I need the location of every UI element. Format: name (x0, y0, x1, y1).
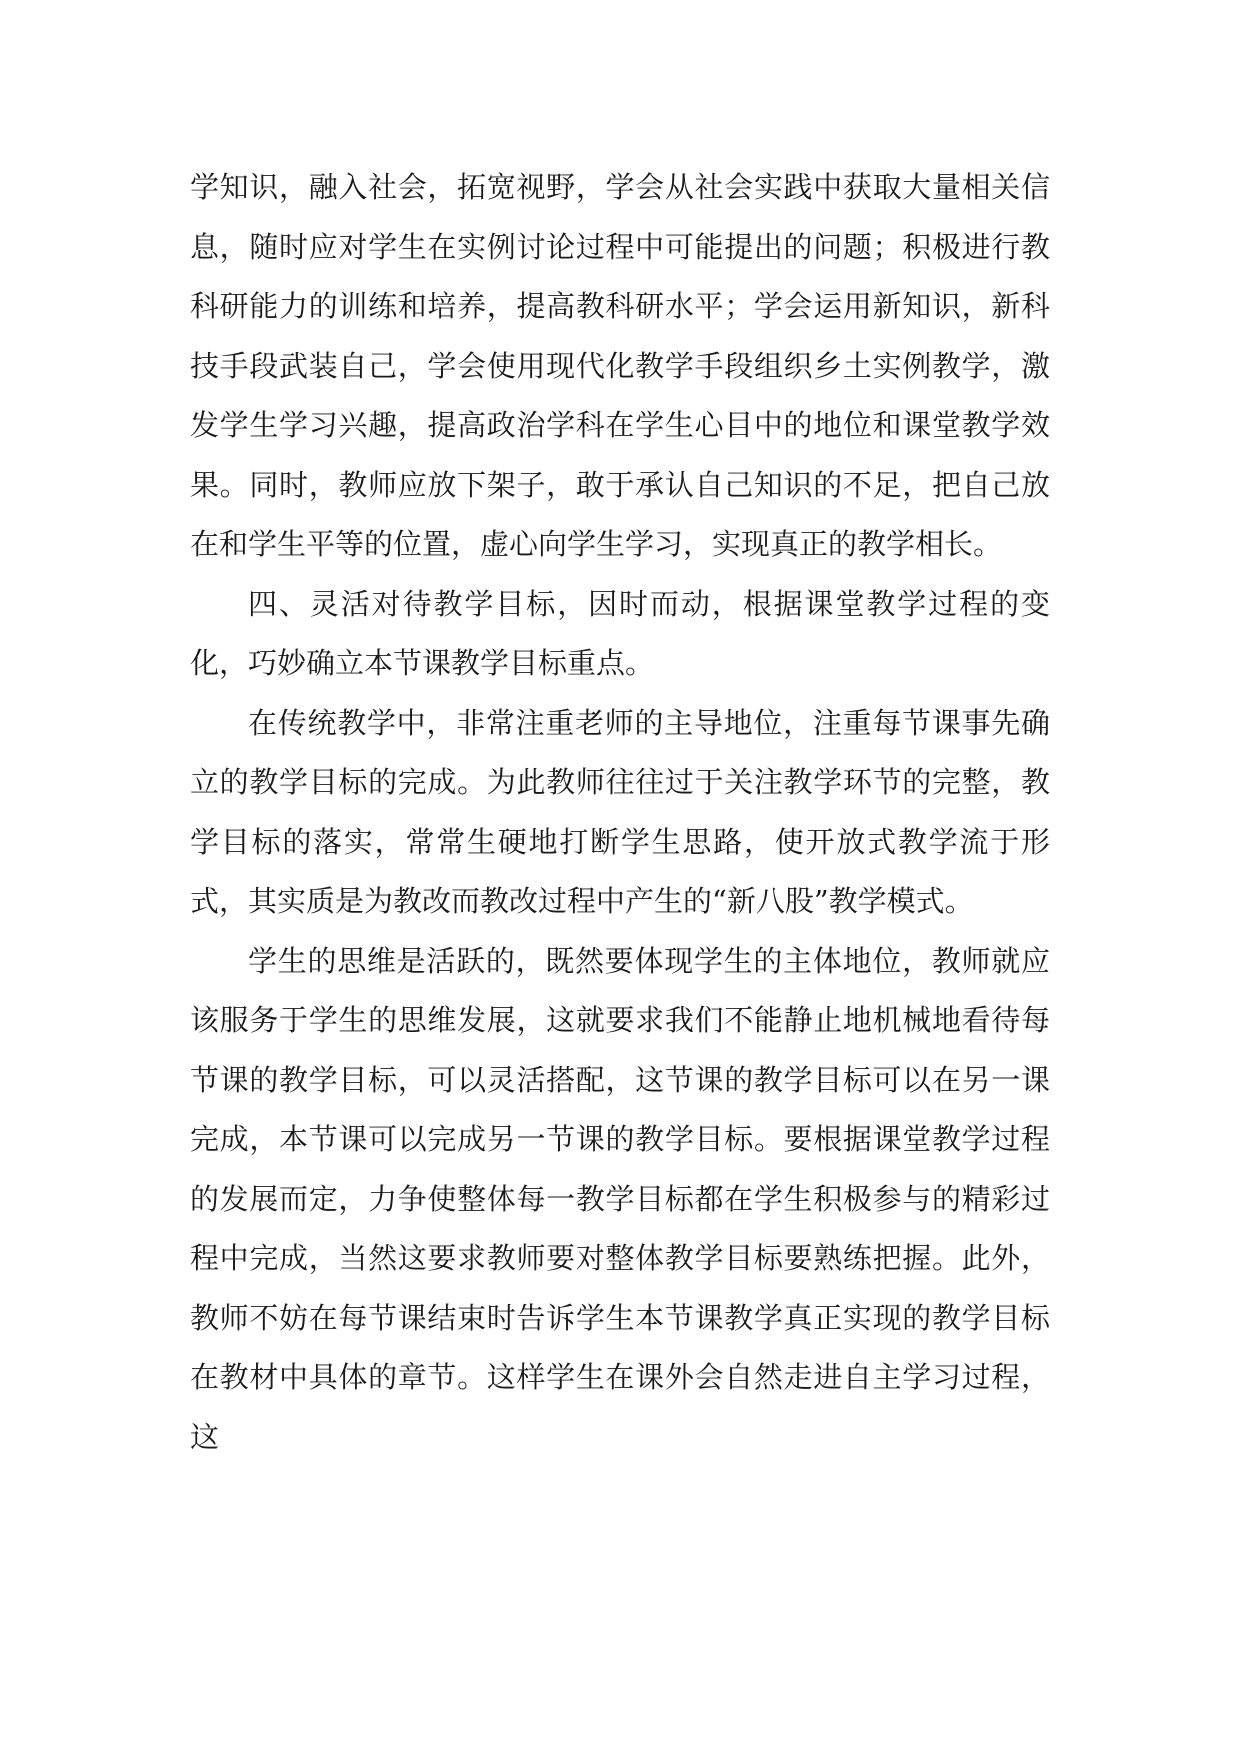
body-text (190, 158, 1050, 1467)
paragraph-traditional-teaching: 在传统教学中，非常注重老师的主导地位，注重每节课事先确立的教学目标的完成。为此教师往往过于关注教学环节的完整，教学目标的落实，常常生硬地打断学生思路，使开放式教学流于形式，其实质是为教改而教改过程中产生的“新八股”教学模式。 (190, 705, 1050, 918)
paragraph-section-four-heading: 四、灵活对待教学目标，因时而动，根据课堂教学过程的变化，巧妙确立本节课教学目标重点。 (190, 586, 1050, 680)
paragraph-student-thinking: 学生的思维是活跃的，既然要体现学生的主体地位，教师就应该服务于学生的思维发展，这就要求我们不能静止地机械地看待每节课的教学目标，可以灵活搭配，这节课的教学目标可以在另一课完成，本节课可以完成另一节课的教学目标。要根据课堂教学过程的发展而定，力争使整体每一教学目标都在学生积极参与的精彩过程中完成，当然这要求教师要对整体教学目标要熟练把握。此外，教师不妨在每节课结束时告诉学生本节课教学真正实现的教学目标在教材中具体的章节。这样学生在课外会自然走进自主学习过程，这 (190, 943, 1050, 1454)
paragraph-continuation: 学知识，融入社会，拓宽视野，学会从社会实践中获取大量相关信息，随时应对学生在实例讨论过程中可能提出的问题；积极进行教科研能力的训练和培养，提高教科研水平；学会运用新知识，新科技手段武装自己，学会使用现代化教学手段组织乡土实例教学，激发学生学习兴趣，提高政治学科在学生心目中的地位和课堂教学效果。同时，教师应放下架子，敢于承认自己知识的不足，把自己放在和学生平等的位置，虚心向学生学习，实现真正的教学相长。 (190, 170, 1050, 561)
